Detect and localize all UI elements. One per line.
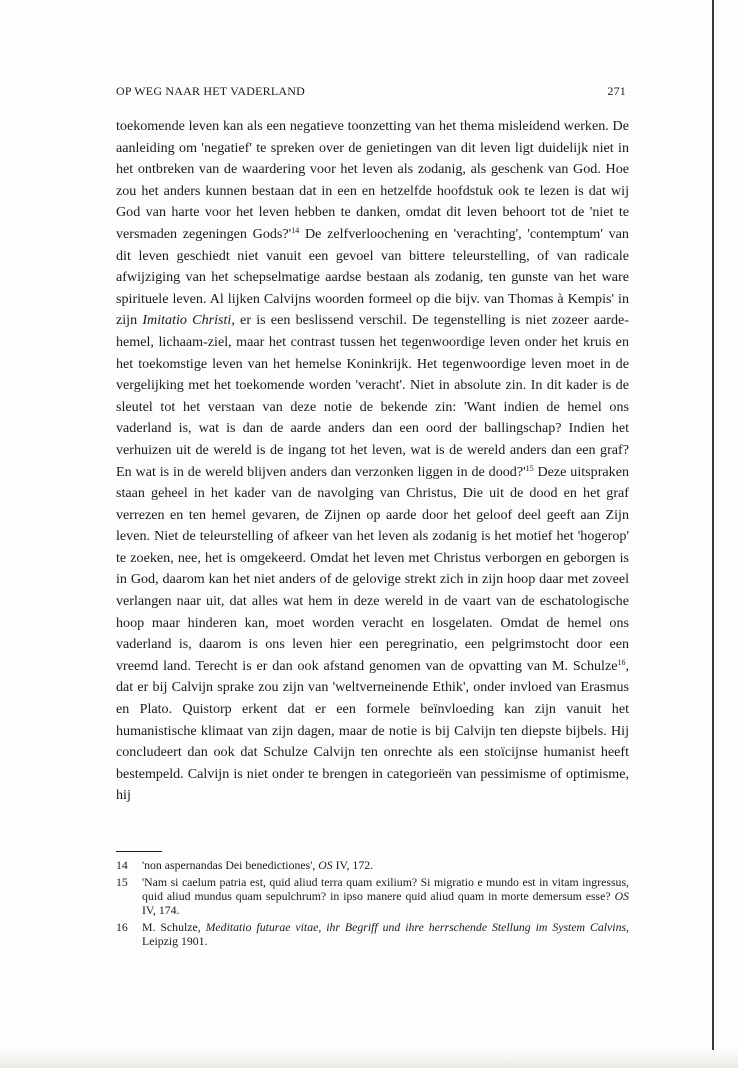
text-run: De zelfverloochening en 'verachting', 'contemptum' van dit leven geschiedt niet vanuit een gevoel van bittere teleurstelling, of van radicale afwijziging van het schepselmatige aardse bestaan als zodanig, ten gunste van het ware spirituele leven. Al lijken Calvijns woorden formeel op die bijv. van Thomas à Kempis' in zijn	[116, 225, 629, 329]
italic-span: Imitatio Christi,	[142, 312, 235, 329]
footnote-number: 15	[116, 875, 128, 889]
footnote	[116, 875, 629, 917]
footnote-reference: 16	[617, 657, 626, 667]
footnote-text	[142, 920, 629, 948]
footnote-text	[142, 875, 629, 917]
body-paragraph	[116, 116, 629, 807]
page-bottom-shade	[0, 1050, 738, 1068]
footnote	[116, 920, 629, 948]
footnote-text	[142, 858, 629, 872]
footnotes	[116, 858, 629, 951]
page-edge-shadow	[712, 0, 714, 1068]
footnote-separator	[116, 851, 162, 852]
text-run: toekomende leven kan als een negatieve toonzetting van het thema misleidend werken. De aanleiding om 'negatief' te spreken over de genietingen van dit leven ligt duidelijk niet in het ontbreken van de waardering voor het leven als zodanig, als geschenk van God. Hoe zou het anders kunnen bestaan dat in een en hetzelfde hoofdstuk ook te lezen is dat wij God van harte voor het leven hebben te danken, omdat dit leven behoort tot de 'niet te versmaden zegeningen Gods?'	[116, 118, 629, 242]
italic-span: OS	[614, 889, 629, 903]
italic-span: OS	[318, 858, 333, 872]
footnote	[116, 858, 629, 872]
page-number: 271	[607, 84, 626, 98]
text-run: Deze uitspraken staan geheel in het kader van de navolging van Christus, Die uit de dood en het graf verrezen en ten hemel gevaren, de Zijnen op aarde door het geloof deel geeft aan Zijn leven. Niet de teleurstelling of afkeer van het leven als zodanig is het motief het 'hogerop' te zoeken, nee, het is omgekeerd. Omdat het leven met Christus verborgen en geborgen is in God, daarom kan het niet anders of de gelovige strekt zich in zijn hoop daar met zoveel verlangen naar uit, dat alles wat hem in deze wereld in de vaart van de eschatologische hoop maar hinderen kan, moet worden veracht en losgelaten. Omdat de hemel ons vaderland is, daarom is ons leven hier een peregrinatio, een pelgrimstocht door een vreemd land. Terecht is er dan ook afstand genomen van de opvatting van M. Schulze	[116, 463, 629, 674]
text-run: IV, 172.	[332, 858, 374, 872]
footnote-reference: 15	[525, 463, 534, 473]
footnote-reference: 14	[291, 225, 300, 235]
text-run: er is een beslissend verschil. De tegenstelling is niet zozeer aarde-hemel, lichaam-ziel, maar het contrast tussen het tegenwoordige leven onder het kruis en het toekomstige leven van het hemelse Koninkrijk. Het tegenwoordige leven moet in de vergelijking met het toekomende worden 'veracht'. Niet in absolute zin. In dit kader is de sleutel tot het verstaan van deze notie de bekende zin: 'Want indien de hemel ons vaderland is, wat is dan de aarde anders dan een oord der ballingschap? Indien het verhuizen uit de wereld is de ingang tot het leven, wat is de wereld anders dan een graf? En wat is in de wereld blijven anders dan verzonken liggen in de dood?'	[116, 312, 629, 480]
text-run: 'non aspernandas Dei benedictiones',	[142, 858, 319, 872]
text-run: M. Schulze,	[142, 920, 206, 934]
running-head-title: OP WEG NAAR HET VADERLAND	[116, 84, 306, 98]
text-run: , dat er bij Calvijn sprake zou zijn van 'weltverneinende Ethik', onder invloed van Erasmus en Plato. Quistorp erkent dat er een formele beïnvloeding kan zijn vanuit het humanistische klimaat van zijn dagen, maar de notie is bij Calvijn ten diepste bijbels. Hij concludeert dan ook dat Schulze Calvijn ten onrechte als een stoïcijnse humanist heeft bestempeld. Calvijn is niet onder te brengen in categorieën van pessimisme of optimisme, hij	[116, 657, 629, 804]
footnote-number: 16	[116, 920, 128, 934]
text-run: IV, 174.	[142, 903, 180, 917]
italic-span: Meditatio futurae vitae, ihr Begriff und ihre herrschende Stellung im System Calvins,	[205, 920, 630, 934]
text-run: Leipzig 1901.	[142, 934, 208, 948]
footnote-number: 14	[116, 858, 128, 872]
text-run: 'Nam si caelum patria est, quid aliud terra quam exilium? Si migratio e mundo est in vitam ingressus, quid aliud mundus quam sepulchrum? in ipso manere quid aliud quam in morte demersum esse?	[142, 875, 629, 903]
